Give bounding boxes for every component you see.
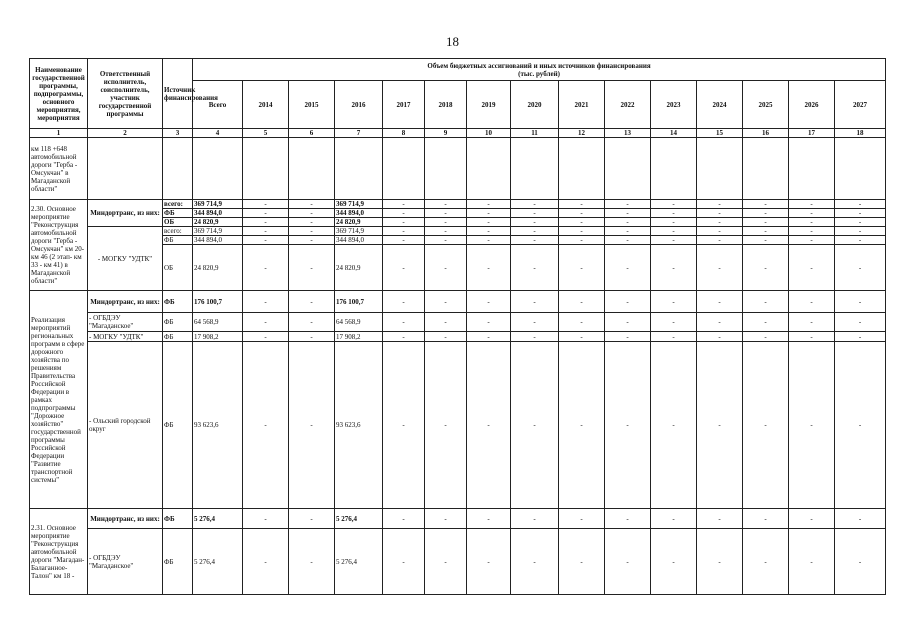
row-total: 5 276,4 xyxy=(193,529,243,595)
cell-dash: - xyxy=(789,227,835,236)
cell-dash: - xyxy=(697,227,743,236)
cell-dash: - xyxy=(511,313,559,332)
cell-dash: - xyxy=(605,342,651,509)
col-number: 17 xyxy=(789,129,835,138)
header-year: 2025 xyxy=(743,81,789,129)
cell-dash: - xyxy=(243,245,289,291)
row-2016: 176 100,7 xyxy=(335,291,383,313)
cell-dash: - xyxy=(605,236,651,245)
row-source: ФБ xyxy=(163,332,193,342)
cell-dash: - xyxy=(743,529,789,595)
cell-dash: - xyxy=(289,245,335,291)
cell-dash: - xyxy=(425,245,467,291)
header-volume xyxy=(193,59,886,81)
cell-dash: - xyxy=(425,227,467,236)
cell-dash: - xyxy=(559,313,605,332)
row-executor: - Ольский городской округ xyxy=(88,342,163,509)
cell-dash: - xyxy=(511,200,559,209)
cell-dash: - xyxy=(697,218,743,227)
header-source: Источник финансирования xyxy=(163,59,193,129)
col-number: 8 xyxy=(383,129,425,138)
col-number: 5 xyxy=(243,129,289,138)
table-row xyxy=(30,291,886,313)
cell-dash: - xyxy=(467,218,511,227)
row-total: 24 820,9 xyxy=(193,245,243,291)
cell-dash: - xyxy=(605,509,651,529)
col-number: 1 xyxy=(30,129,88,138)
cell-dash: - xyxy=(559,245,605,291)
row-executor: - МОГКУ "УДТК" xyxy=(88,227,163,291)
cell-dash: - xyxy=(289,529,335,595)
cell-dash: - xyxy=(697,200,743,209)
cell-dash: - xyxy=(289,200,335,209)
cell-dash: - xyxy=(605,245,651,291)
cell-dash: - xyxy=(651,529,697,595)
cell-dash: - xyxy=(605,291,651,313)
volume-title: Объем бюджетных ассигнований и иных источников финансирования xyxy=(427,61,651,70)
cell-dash: - xyxy=(425,209,467,218)
cell-dash: - xyxy=(243,509,289,529)
cell-dash: - xyxy=(743,342,789,509)
row-total: 369 714,9 xyxy=(193,227,243,236)
cell-dash: - xyxy=(697,332,743,342)
cell-dash: - xyxy=(789,291,835,313)
row-2016: 17 908,2 xyxy=(335,332,383,342)
cell-dash: - xyxy=(651,313,697,332)
cell-dash: - xyxy=(467,342,511,509)
col-number: 15 xyxy=(697,129,743,138)
col-number: 9 xyxy=(425,129,467,138)
cell-dash: - xyxy=(835,209,886,218)
cell-dash: - xyxy=(743,218,789,227)
header-year: 2023 xyxy=(651,81,697,129)
cell-dash: - xyxy=(511,227,559,236)
cell-dash: - xyxy=(289,227,335,236)
row-source: ФБ xyxy=(163,342,193,509)
row-2016: 24 820,9 xyxy=(335,245,383,291)
cell-dash: - xyxy=(789,209,835,218)
row-name: км 118 +648 автомобильной дороги "Герба - Омсукчан" в Магаданской области" xyxy=(30,138,88,200)
cell-dash: - xyxy=(467,313,511,332)
cell-dash: - xyxy=(651,332,697,342)
header-year: 2022 xyxy=(605,81,651,129)
cell-dash: - xyxy=(651,509,697,529)
cell-dash: - xyxy=(511,209,559,218)
row-2016: 5 276,4 xyxy=(335,509,383,529)
cell-dash: - xyxy=(383,200,425,209)
cell-dash: - xyxy=(651,227,697,236)
cell-dash: - xyxy=(559,291,605,313)
cell-dash: - xyxy=(743,332,789,342)
cell-dash: - xyxy=(383,529,425,595)
table-row xyxy=(30,200,886,209)
row-executor: Миндортранс, из них: xyxy=(88,509,163,529)
cell-dash: - xyxy=(467,291,511,313)
cell-dash: - xyxy=(383,227,425,236)
cell-dash: - xyxy=(605,209,651,218)
cell-dash: - xyxy=(425,313,467,332)
header-year: 2021 xyxy=(559,81,605,129)
cell-dash: - xyxy=(651,236,697,245)
cell-dash: - xyxy=(383,245,425,291)
cell-dash: - xyxy=(289,342,335,509)
table-row xyxy=(30,227,886,236)
header-year: 2027 xyxy=(835,81,886,129)
cell-dash: - xyxy=(789,342,835,509)
row-source: ФБ xyxy=(163,209,193,218)
cell-dash: - xyxy=(243,291,289,313)
cell-dash: - xyxy=(425,200,467,209)
cell-dash: - xyxy=(835,245,886,291)
volume-unit: (тыс. рублей) xyxy=(518,69,560,78)
cell-dash: - xyxy=(835,200,886,209)
cell-dash: - xyxy=(425,332,467,342)
header-year: 2019 xyxy=(467,81,511,129)
header-name: Наименование государственной программы, подпрограммы, основного мероприятия, мероприятия xyxy=(30,59,88,129)
cell-dash: - xyxy=(243,342,289,509)
cell-dash: - xyxy=(743,291,789,313)
table-row xyxy=(30,509,886,529)
cell-dash: - xyxy=(743,209,789,218)
cell-dash: - xyxy=(789,313,835,332)
col-number: 2 xyxy=(88,129,163,138)
cell-dash: - xyxy=(467,227,511,236)
cell-dash: - xyxy=(383,509,425,529)
header-year: 2015 xyxy=(289,81,335,129)
row-executor: - ОГБДЭУ "Магаданское" xyxy=(88,313,163,332)
cell-dash: - xyxy=(697,209,743,218)
row-2016: 369 714,9 xyxy=(335,227,383,236)
cell-dash: - xyxy=(289,218,335,227)
budget-table xyxy=(29,58,886,595)
cell-dash: - xyxy=(511,291,559,313)
row-source: ОБ xyxy=(163,245,193,291)
cell-dash: - xyxy=(383,342,425,509)
row-2016: 24 820,9 xyxy=(335,218,383,227)
row-total: 24 820,9 xyxy=(193,218,243,227)
cell-dash: - xyxy=(743,200,789,209)
cell-dash: - xyxy=(697,342,743,509)
row-source: ФБ xyxy=(163,529,193,595)
table-row xyxy=(30,332,886,342)
row-total: 369 714,9 xyxy=(193,200,243,209)
cell-dash: - xyxy=(467,209,511,218)
header-year: 2024 xyxy=(697,81,743,129)
cell-dash: - xyxy=(789,332,835,342)
cell-dash: - xyxy=(835,291,886,313)
row-total: 5 276,4 xyxy=(193,509,243,529)
cell-dash: - xyxy=(743,245,789,291)
cell-dash: - xyxy=(559,209,605,218)
cell-dash: - xyxy=(835,509,886,529)
cell-dash: - xyxy=(511,218,559,227)
table-row xyxy=(30,313,886,332)
cell-dash: - xyxy=(835,332,886,342)
cell-dash: - xyxy=(651,342,697,509)
cell-dash: - xyxy=(697,529,743,595)
row-executor: - ОГБДЭУ "Магаданское" xyxy=(88,529,163,595)
cell-dash: - xyxy=(559,218,605,227)
cell-dash: - xyxy=(559,342,605,509)
header-year: 2018 xyxy=(425,81,467,129)
cell-dash: - xyxy=(467,509,511,529)
row-executor: - МОГКУ "УДТК" xyxy=(88,332,163,342)
row-source: ФБ xyxy=(163,291,193,313)
cell-dash: - xyxy=(511,509,559,529)
header-year: 2020 xyxy=(511,81,559,129)
cell-dash: - xyxy=(789,200,835,209)
header-total: Всего xyxy=(193,81,243,129)
cell-dash: - xyxy=(243,200,289,209)
col-number: 12 xyxy=(559,129,605,138)
cell-dash: - xyxy=(559,227,605,236)
cell-dash: - xyxy=(559,200,605,209)
row-name: Реализация мероприятий региональных программ в сфере дорожного хозяйства по решениям Правительства Российской Федерации в рамках подпрограммы "Дорожное хозяйство" государственной программы Российской Федерации "Развитие транспортной системы" xyxy=(30,291,88,509)
row-executor: Миндортранс, из них: xyxy=(88,291,163,313)
row-source: ФБ xyxy=(163,509,193,529)
cell-dash: - xyxy=(383,218,425,227)
cell-dash: - xyxy=(835,313,886,332)
cell-dash: - xyxy=(605,200,651,209)
row-total: 93 623,6 xyxy=(193,342,243,509)
cell-dash: - xyxy=(651,218,697,227)
col-number: 3 xyxy=(163,129,193,138)
cell-dash: - xyxy=(383,313,425,332)
col-number: 10 xyxy=(467,129,511,138)
row-total: 176 100,7 xyxy=(193,291,243,313)
cell-dash: - xyxy=(243,209,289,218)
cell-dash: - xyxy=(289,291,335,313)
cell-dash: - xyxy=(559,509,605,529)
cell-dash: - xyxy=(789,218,835,227)
col-number: 18 xyxy=(835,129,886,138)
cell-dash: - xyxy=(743,509,789,529)
cell-dash: - xyxy=(383,291,425,313)
cell-dash: - xyxy=(605,529,651,595)
row-2016: 344 894,0 xyxy=(335,209,383,218)
column-numbers-row xyxy=(30,129,886,138)
cell-dash: - xyxy=(697,245,743,291)
row-source: ФБ xyxy=(163,236,193,245)
row-2016: 369 714,9 xyxy=(335,200,383,209)
cell-dash: - xyxy=(743,236,789,245)
cell-dash: - xyxy=(743,313,789,332)
cell-dash: - xyxy=(697,291,743,313)
cell-dash: - xyxy=(425,236,467,245)
cell-dash: - xyxy=(289,209,335,218)
cell-dash: - xyxy=(651,200,697,209)
table-row xyxy=(30,342,886,509)
cell-dash: - xyxy=(789,509,835,529)
cell-dash: - xyxy=(425,342,467,509)
row-source: ФБ xyxy=(163,313,193,332)
cell-dash: - xyxy=(697,509,743,529)
cell-dash: - xyxy=(835,529,886,595)
header-year: 2016 xyxy=(335,81,383,129)
cell-dash: - xyxy=(511,245,559,291)
row-name: 2.31. Основное мероприятие "Реконструкция автомобильной дороги "Магадан-Балаганное-Талон" км 18 - xyxy=(30,509,88,595)
cell-dash: - xyxy=(743,227,789,236)
cell-dash: - xyxy=(383,332,425,342)
cell-dash: - xyxy=(467,332,511,342)
cell-dash: - xyxy=(651,245,697,291)
cell-dash: - xyxy=(835,218,886,227)
cell-dash: - xyxy=(383,209,425,218)
cell-dash: - xyxy=(243,236,289,245)
row-source: всего: xyxy=(163,200,193,209)
cell-dash: - xyxy=(467,236,511,245)
cell-dash: - xyxy=(243,529,289,595)
cell-dash: - xyxy=(289,313,335,332)
cell-dash: - xyxy=(425,529,467,595)
cell-dash: - xyxy=(605,227,651,236)
cell-dash: - xyxy=(605,313,651,332)
col-number: 16 xyxy=(743,129,789,138)
cell-dash: - xyxy=(289,332,335,342)
cell-dash: - xyxy=(559,529,605,595)
row-total: 64 568,9 xyxy=(193,313,243,332)
row-2016: 5 276,4 xyxy=(335,529,383,595)
row-2016: 93 623,6 xyxy=(335,342,383,509)
cell-dash: - xyxy=(835,342,886,509)
row-2016: 64 568,9 xyxy=(335,313,383,332)
col-number: 7 xyxy=(335,129,383,138)
cell-dash: - xyxy=(425,218,467,227)
row-source: ОБ xyxy=(163,218,193,227)
cell-dash: - xyxy=(243,332,289,342)
header-executor: Ответственный исполнитель, соисполнитель, участник государственной программы xyxy=(88,59,163,129)
cell-dash: - xyxy=(511,332,559,342)
cell-dash: - xyxy=(425,509,467,529)
cell-dash: - xyxy=(467,529,511,595)
row-2016: 344 894,0 xyxy=(335,236,383,245)
col-number: 14 xyxy=(651,129,697,138)
cell-dash: - xyxy=(511,342,559,509)
cell-dash: - xyxy=(559,236,605,245)
cell-dash: - xyxy=(605,218,651,227)
table-row xyxy=(30,138,886,200)
cell-dash: - xyxy=(243,313,289,332)
cell-dash: - xyxy=(605,332,651,342)
cell-dash: - xyxy=(511,529,559,595)
cell-dash: - xyxy=(835,236,886,245)
header-year: 2017 xyxy=(383,81,425,129)
cell-dash: - xyxy=(651,291,697,313)
cell-dash: - xyxy=(651,209,697,218)
row-total: 17 908,2 xyxy=(193,332,243,342)
col-number: 4 xyxy=(193,129,243,138)
cell-dash: - xyxy=(425,291,467,313)
row-total: 344 894,0 xyxy=(193,236,243,245)
row-name: 2.30. Основное мероприятие "Реконструкция автомобильной дороги "Герба - Омсукчан" км 20- км 46 (2 этап- км 33 - км 41) в Магаданской области" xyxy=(30,200,88,291)
cell-dash: - xyxy=(697,236,743,245)
cell-dash: - xyxy=(559,332,605,342)
cell-dash: - xyxy=(789,236,835,245)
cell-dash: - xyxy=(467,245,511,291)
cell-dash: - xyxy=(511,236,559,245)
cell-dash: - xyxy=(289,509,335,529)
header-year: 2014 xyxy=(243,81,289,129)
row-total: 344 894,0 xyxy=(193,209,243,218)
header-year: 2026 xyxy=(789,81,835,129)
cell-dash: - xyxy=(243,227,289,236)
cell-dash: - xyxy=(243,218,289,227)
cell-dash: - xyxy=(467,200,511,209)
cell-dash: - xyxy=(697,313,743,332)
row-executor: Миндортранс, из них: xyxy=(88,200,163,227)
cell-dash: - xyxy=(289,236,335,245)
page-number: 18 xyxy=(446,34,459,49)
row-source: всего: xyxy=(163,227,193,236)
cell-dash: - xyxy=(383,236,425,245)
cell-dash: - xyxy=(789,529,835,595)
col-number: 11 xyxy=(511,129,559,138)
col-number: 6 xyxy=(289,129,335,138)
cell-dash: - xyxy=(835,227,886,236)
table-row xyxy=(30,529,886,595)
cell-dash: - xyxy=(789,245,835,291)
col-number: 13 xyxy=(605,129,651,138)
